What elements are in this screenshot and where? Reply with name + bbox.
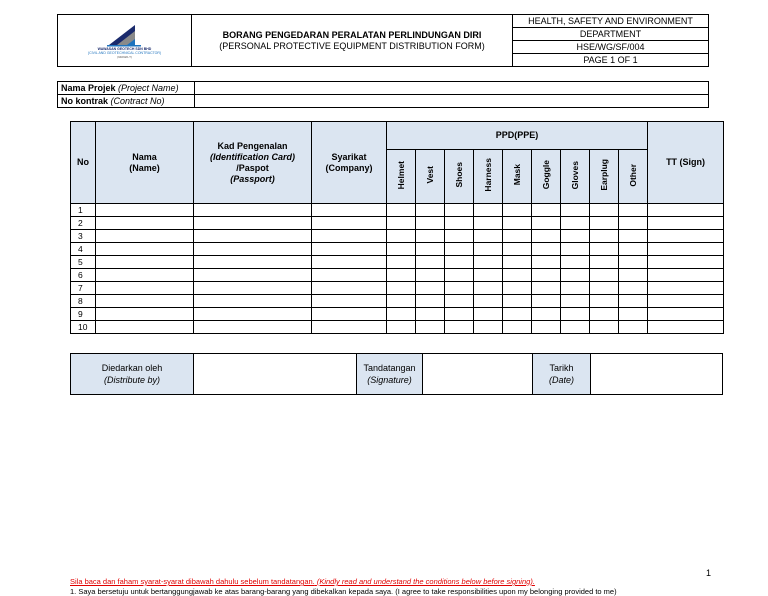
vest-cell[interactable]: [416, 230, 445, 243]
goggle-cell[interactable]: [532, 243, 561, 256]
table-row: [71, 256, 724, 269]
gloves-cell[interactable]: [561, 204, 590, 217]
harness-cell[interactable]: [474, 217, 503, 230]
gloves-cell[interactable]: [561, 217, 590, 230]
other-cell[interactable]: [619, 308, 648, 321]
row-number: 4: [71, 243, 96, 256]
company-cell[interactable]: [312, 256, 387, 269]
shoes-cell[interactable]: [445, 230, 474, 243]
table-row: [71, 321, 724, 334]
id-card-cell[interactable]: [194, 295, 312, 308]
company-cell[interactable]: [312, 230, 387, 243]
company-cell[interactable]: [312, 243, 387, 256]
table-row: [71, 230, 724, 243]
row-number: 3: [71, 230, 96, 243]
id-card-cell[interactable]: [194, 321, 312, 334]
gloves-cell[interactable]: [561, 321, 590, 334]
earplug-cell[interactable]: [590, 295, 619, 308]
other-cell[interactable]: [619, 269, 648, 282]
helmet-cell[interactable]: [387, 295, 416, 308]
gloves-cell[interactable]: [561, 282, 590, 295]
row-number: 9: [71, 308, 96, 321]
dept-name-line2: DEPARTMENT: [513, 28, 709, 41]
table-row: [71, 217, 724, 230]
form-header: [57, 14, 709, 67]
vest-cell[interactable]: [416, 256, 445, 269]
gloves-cell[interactable]: [561, 269, 590, 282]
other-cell[interactable]: [619, 295, 648, 308]
shoes-cell[interactable]: [445, 256, 474, 269]
mask-cell[interactable]: [503, 217, 532, 230]
goggle-cell[interactable]: [532, 204, 561, 217]
earplug-cell[interactable]: [590, 230, 619, 243]
mask-cell[interactable]: [503, 243, 532, 256]
name-cell[interactable]: [96, 308, 194, 321]
company-cell[interactable]: [312, 217, 387, 230]
name-cell[interactable]: [96, 204, 194, 217]
col-header-id-card: Kad Pengenalan (Identification Card) /Paspot (Passport): [194, 122, 312, 204]
earplug-cell[interactable]: [590, 282, 619, 295]
gloves-cell[interactable]: [561, 243, 590, 256]
sign-cell[interactable]: [648, 308, 724, 321]
helmet-cell[interactable]: [387, 269, 416, 282]
ppe-header-harness: Harness: [474, 150, 503, 204]
ppe-header-helmet: Helmet: [387, 150, 416, 204]
other-cell[interactable]: [619, 256, 648, 269]
col-header-company: Syarikat (Company): [312, 122, 387, 204]
goggle-cell[interactable]: [532, 230, 561, 243]
other-cell[interactable]: [619, 321, 648, 334]
name-cell[interactable]: [96, 321, 194, 334]
company-cell[interactable]: [312, 321, 387, 334]
signature-field[interactable]: [423, 354, 533, 395]
helmet-cell[interactable]: [387, 243, 416, 256]
name-cell[interactable]: [96, 217, 194, 230]
earplug-cell[interactable]: [590, 204, 619, 217]
id-card-cell[interactable]: [194, 256, 312, 269]
company-cell[interactable]: [312, 282, 387, 295]
earplug-cell[interactable]: [590, 243, 619, 256]
mask-cell[interactable]: [503, 295, 532, 308]
row-number: 6: [71, 269, 96, 282]
project-name-field[interactable]: [195, 82, 709, 95]
ppe-header-other: Other: [619, 150, 648, 204]
earplug-cell[interactable]: [590, 308, 619, 321]
earplug-cell[interactable]: [590, 321, 619, 334]
shoes-cell[interactable]: [445, 269, 474, 282]
company-name: WAWASAN GEOTECH SDN BHD: [97, 46, 152, 51]
earplug-cell[interactable]: [590, 269, 619, 282]
date-label: Tarikh (Date): [533, 354, 591, 395]
helmet-cell[interactable]: [387, 282, 416, 295]
helmet-cell[interactable]: [387, 308, 416, 321]
row-number: 2: [71, 217, 96, 230]
other-cell[interactable]: [619, 204, 648, 217]
harness-cell[interactable]: [474, 256, 503, 269]
goggle-cell[interactable]: [532, 282, 561, 295]
earplug-cell[interactable]: [590, 256, 619, 269]
shoes-cell[interactable]: [445, 295, 474, 308]
company-cell[interactable]: [312, 204, 387, 217]
goggle-cell[interactable]: [532, 217, 561, 230]
gloves-cell[interactable]: [561, 256, 590, 269]
id-card-cell[interactable]: [194, 230, 312, 243]
distributed-by-label: Diedarkan oleh (Distribute by): [71, 354, 194, 395]
company-logo: [58, 15, 192, 67]
table-row: [71, 308, 724, 321]
helmet-cell[interactable]: [387, 256, 416, 269]
sign-cell[interactable]: [648, 204, 724, 217]
mask-cell[interactable]: [503, 321, 532, 334]
form-subtitle: (PERSONAL PROTECTIVE EQUIPMENT DISTRIBUTION FORM): [219, 40, 485, 51]
sign-cell[interactable]: [648, 321, 724, 334]
contract-no-label: No kontrak (Contract No): [58, 95, 195, 108]
id-card-cell[interactable]: [194, 308, 312, 321]
vest-cell[interactable]: [416, 282, 445, 295]
distributed-by-field[interactable]: [194, 354, 357, 395]
page-info: PAGE 1 OF 1: [513, 54, 709, 67]
goggle-cell[interactable]: [532, 321, 561, 334]
mask-cell[interactable]: [503, 308, 532, 321]
date-field[interactable]: [591, 354, 723, 395]
sign-cell[interactable]: [648, 230, 724, 243]
gloves-cell[interactable]: [561, 230, 590, 243]
condition-1: 1. Saya bersetuju untuk bertanggungjawab ke atas barang-barang yang dibekalkan kepada saya. (I agree to take responsibilities upon my belonging provided to me): [70, 587, 617, 596]
col-header-name: Nama (Name): [96, 122, 194, 204]
name-cell[interactable]: [96, 282, 194, 295]
harness-cell[interactable]: [474, 308, 503, 321]
harness-cell[interactable]: [474, 243, 503, 256]
company-cell[interactable]: [312, 308, 387, 321]
gloves-cell[interactable]: [561, 295, 590, 308]
row-number: 10: [71, 321, 96, 334]
vest-cell[interactable]: [416, 204, 445, 217]
harness-cell[interactable]: [474, 295, 503, 308]
form-title: BORANG PENGEDARAN PERALATAN PERLINDUNGAN DIRI: [222, 29, 482, 40]
other-cell[interactable]: [619, 243, 648, 256]
signature-label: Tandatangan (Signature): [357, 354, 423, 395]
shoes-cell[interactable]: [445, 217, 474, 230]
mask-cell[interactable]: [503, 230, 532, 243]
ppe-header-shoes: Shoes: [445, 150, 474, 204]
col-header-no: No: [71, 122, 96, 204]
col-header-ppe-group: PPD(PPE): [387, 122, 648, 150]
vest-cell[interactable]: [416, 243, 445, 256]
earplug-cell[interactable]: [590, 217, 619, 230]
company-cell[interactable]: [312, 295, 387, 308]
conditions-notice: Sila baca dan faham syarat-syarat dibawah dahulu sebelum tandatangan. (Kindly read and understand the conditions below before signing).: [70, 577, 535, 586]
page-number: 1: [706, 568, 712, 578]
vest-cell[interactable]: [416, 217, 445, 230]
mask-cell[interactable]: [503, 204, 532, 217]
id-card-cell[interactable]: [194, 243, 312, 256]
table-row: [71, 204, 724, 217]
harness-cell[interactable]: [474, 282, 503, 295]
shoes-cell[interactable]: [445, 308, 474, 321]
helmet-cell[interactable]: [387, 204, 416, 217]
mask-cell[interactable]: [503, 256, 532, 269]
harness-cell[interactable]: [474, 269, 503, 282]
id-card-cell[interactable]: [194, 269, 312, 282]
shoes-cell[interactable]: [445, 204, 474, 217]
ppe-header-earplug: Earplug: [590, 150, 619, 204]
table-row: [71, 243, 724, 256]
name-cell[interactable]: [96, 295, 194, 308]
name-cell[interactable]: [96, 256, 194, 269]
mask-cell[interactable]: [503, 269, 532, 282]
shoes-cell[interactable]: [445, 243, 474, 256]
table-row: [71, 282, 724, 295]
harness-cell[interactable]: [474, 321, 503, 334]
sign-cell[interactable]: [648, 243, 724, 256]
row-number: 7: [71, 282, 96, 295]
table-row: [71, 295, 724, 308]
helmet-cell[interactable]: [387, 217, 416, 230]
other-cell[interactable]: [619, 217, 648, 230]
shoes-cell[interactable]: [445, 321, 474, 334]
doc-code: HSE/WG/SF/004: [513, 41, 709, 54]
row-number: 8: [71, 295, 96, 308]
company-tagline: (CIVIL AND GEOTECHNICAL CONTRACTOR): [87, 50, 162, 55]
goggle-cell[interactable]: [532, 308, 561, 321]
harness-cell[interactable]: [474, 230, 503, 243]
company-logo-icon: [105, 23, 145, 47]
goggle-cell[interactable]: [532, 269, 561, 282]
ppe-header-goggle: Goggle: [532, 150, 561, 204]
row-number: 1: [71, 204, 96, 217]
company-cell[interactable]: [312, 269, 387, 282]
name-cell[interactable]: [96, 230, 194, 243]
shoes-cell[interactable]: [445, 282, 474, 295]
sign-cell[interactable]: [648, 256, 724, 269]
goggle-cell[interactable]: [532, 256, 561, 269]
vest-cell[interactable]: [416, 269, 445, 282]
ppe-header-vest: Vest: [416, 150, 445, 204]
name-cell[interactable]: [96, 269, 194, 282]
id-card-cell[interactable]: [194, 282, 312, 295]
gloves-cell[interactable]: [561, 308, 590, 321]
vest-cell[interactable]: [416, 295, 445, 308]
other-cell[interactable]: [619, 282, 648, 295]
name-cell[interactable]: [96, 243, 194, 256]
other-cell[interactable]: [619, 230, 648, 243]
id-card-cell[interactable]: [194, 204, 312, 217]
goggle-cell[interactable]: [532, 295, 561, 308]
row-number: 5: [71, 256, 96, 269]
table-row: [71, 269, 724, 282]
distribution-signoff-table: [70, 353, 723, 395]
col-header-sign: TT (Sign): [648, 122, 724, 204]
sign-cell[interactable]: [648, 295, 724, 308]
project-name-label: Nama Projek (Project Name): [58, 82, 195, 95]
contract-no-field[interactable]: [195, 95, 709, 108]
ppe-header-mask: Mask: [503, 150, 532, 204]
helmet-cell[interactable]: [387, 230, 416, 243]
vest-cell[interactable]: [416, 321, 445, 334]
form-title-cell: [192, 15, 513, 67]
helmet-cell[interactable]: [387, 321, 416, 334]
project-info-table: [57, 81, 709, 108]
harness-cell[interactable]: [474, 204, 503, 217]
dept-name-line1: HEALTH, SAFETY AND ENVIRONMENT: [513, 15, 709, 28]
vest-cell[interactable]: [416, 308, 445, 321]
mask-cell[interactable]: [503, 282, 532, 295]
ppe-distribution-table: [70, 121, 724, 334]
company-reg: (940920-T): [117, 54, 132, 59]
sign-cell[interactable]: [648, 282, 724, 295]
id-card-cell[interactable]: [194, 217, 312, 230]
sign-cell[interactable]: [648, 269, 724, 282]
ppe-header-gloves: Gloves: [561, 150, 590, 204]
sign-cell[interactable]: [648, 217, 724, 230]
